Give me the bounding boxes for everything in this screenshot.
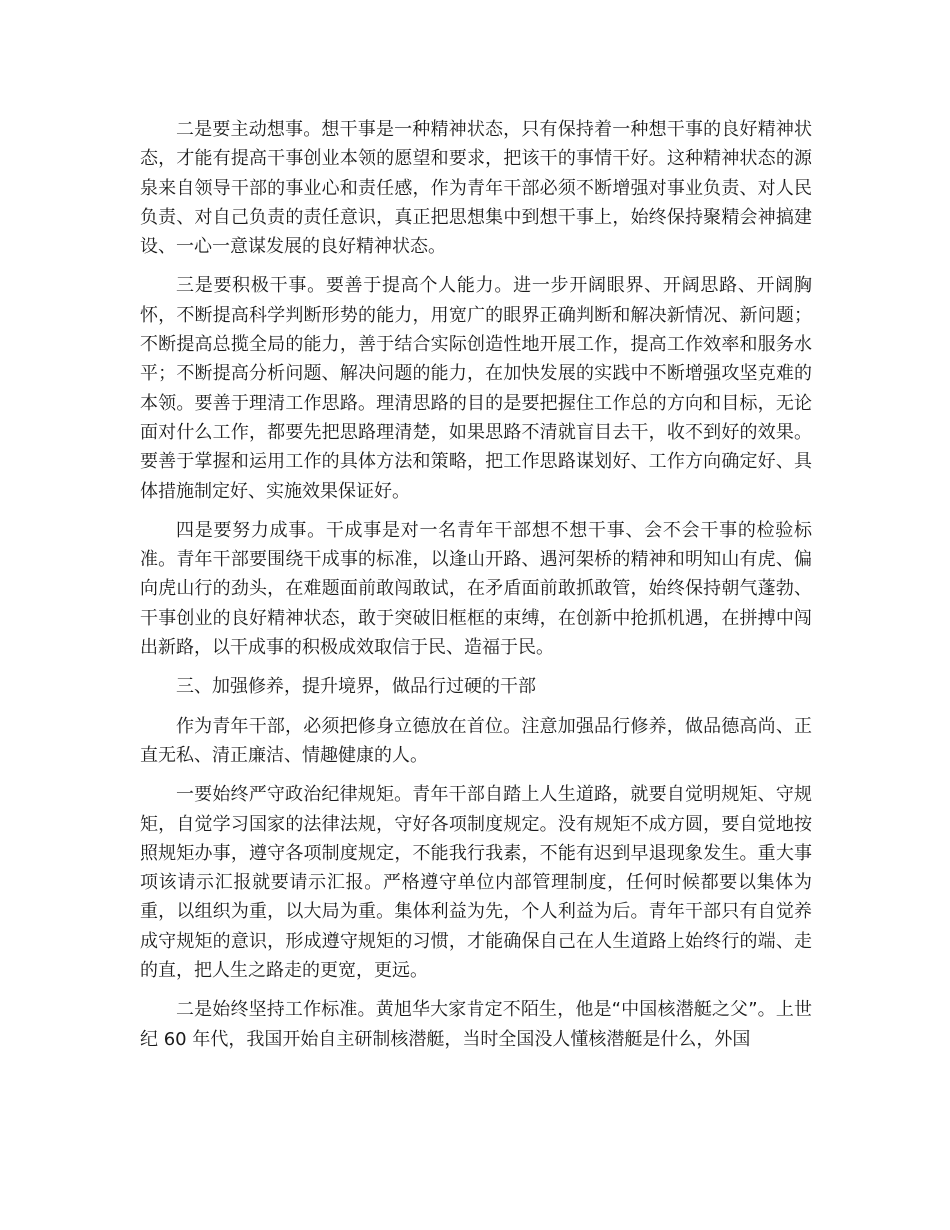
- document-body: [140, 115, 812, 1064]
- section-heading: 三、加强修养，提升境界，做品行过硬的干部: [176, 676, 536, 698]
- paragraph-2: 三是要积极干事。要善于提高个人能力。进一步开阔眼界、开阔思路、开阔胸怀，不断提高科学判断形势的能力，用宽广的眼界正确判断和解决新情况、新问题；不断提高总揽全局的能力，善于结合实际创造性地开展工作，提高工作效率和服务水平；不断提高分析问题、解决问题的能力，在加快发展的实践中不断增强攻坚克难的本领。要善于理清工作思路。理清思路的目的是要把握住工作总的方向和目标，无论面对什么工作，都要先把思路理清楚，如果思路不清就盲目去干，收不到好的效果。要善于掌握和运用工作的具体方法和策略，把工作思路谋划好、工作方向确定好、具体措施制定好、实施效果保证好。: [140, 275, 812, 502]
- paragraph-1: 二是要主动想事。想干事是一种精神状态，只有保持着一种想干事的良好精神状态，才能有提高干事创业本领的愿望和要求，把该干的事情干好。这种精神状态的源泉来自领导干部的事业心和责任感，作为青年干部必须不断增强对事业负责、对人民负责、对自己负责的责任意识，真正把思想集中到想干事上，始终保持聚精会神搞建设、一心一意谋发展的良好精神状态。: [140, 119, 812, 258]
- paragraph-6: 二是始终坚持工作标准。黄旭华大家肯定不陌生，他是“中国核潜艇之父”。上世纪 60 年代，我国开始自主研制核潜艇，当时全国没人懂核潜艇是什么，外国: [140, 999, 812, 1050]
- paragraph-5: 一要始终严守政治纪律规矩。青年干部自踏上人生道路，就要自觉明规矩、守规矩，自觉学习国家的法律法规，守好各项制度规定。没有规矩不成方圆，要自觉地按照规矩办事，遵守各项制度规定，不能我行我素，不能有迟到早退现象发生。重大事项该请示汇报就要请示汇报。严格遵守单位内部管理制度，任何时候都要以集体为重，以组织为重，以大局为重。集体利益为先，个人利益为后。青年干部只有自觉养成守规矩的意识，形成遵守规矩的习惯，才能确保自己在人生道路上始终行的端、走的直，把人生之路走的更宽，更远。: [140, 784, 812, 982]
- paragraph-3: 四是要努力成事。干成事是对一名青年干部想不想干事、会不会干事的检验标准。青年干部要围绕干成事的标准，以逢山开路、遇河架桥的精神和明知山有虎、偏向虎山行的劲头，在难题面前敢闯敢试，在矛盾面前敢抓敢管，始终保持朝气蓬勃、干事创业的良好精神状态，敢于突破旧框框的束缚，在创新中抢抓机遇，在拼搏中闯出新路，以干成事的积极成效取信于民、造福于民。: [140, 519, 812, 659]
- paragraph-4: 作为青年干部，必须把修身立德放在首位。注意加强品行修养，做品德高尚、正直无私、清正廉洁、情趣健康的人。: [140, 715, 812, 766]
